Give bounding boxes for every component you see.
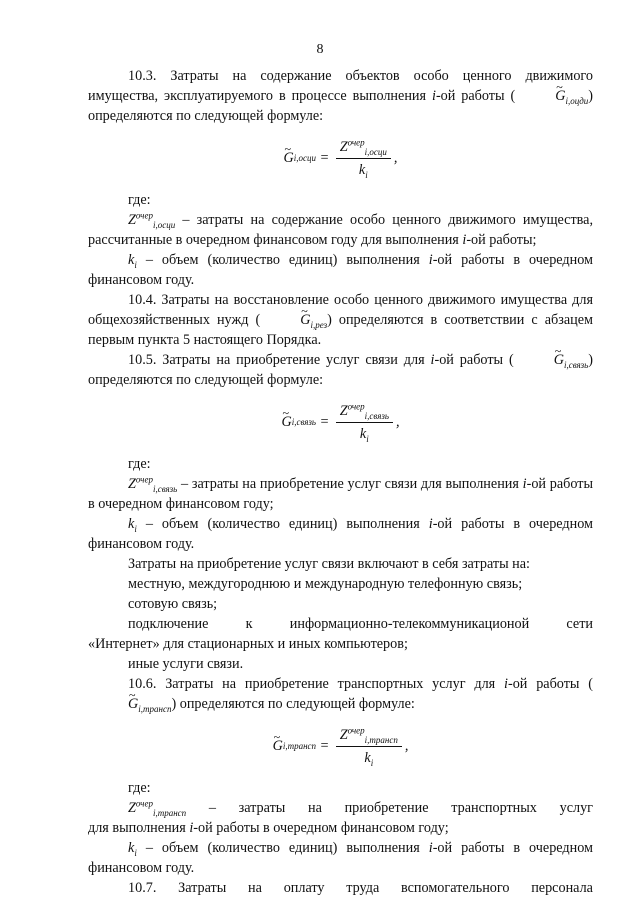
page-content — [88, 66, 593, 898]
paragraph-10-7: 10.7. Затраты на оплату труда вспомогательного персонала — [128, 880, 593, 896]
definition: $k_i$ – объем (количество единиц) выполнения i-ой работы в очередном финансовом году. — [88, 840, 594, 876]
where-label: где: — [128, 192, 151, 208]
paragraph-10-5: 10.5. Затраты на приобретение услуг связи для i-ой работы (~ $G_{i,связь}$) определяются по следующей формуле: — [88, 350, 593, 390]
list-item: иные услуги связи. — [128, 656, 244, 672]
definition: $Z^{очер}_{i,осци}$ – затраты на содержание особо ценного движимого имущества, рассчитанные в очередном финансовом году для выполнения i-ой работы; — [88, 210, 594, 248]
list-item: местную, междугороднюю и международную телефонную связь; — [128, 576, 523, 592]
paragraph-10-3: 10.3. Затраты на содержание объектов особо ценного движимого имущества, эксплуатируемого в процессе выполнения i-ой работы (~ $G_{i,оцди}$) определяются по следующей формуле: — [88, 66, 593, 126]
formula-10-3: ~ G i,осцu = $\frac{Z^{очер}_{i,осци}}{k_i}$ , — [88, 134, 593, 182]
where-label: где: — [128, 780, 151, 796]
definition: $k_i$ – объем (количество единиц) выполнения i-ой работы в очередном финансовом году. — [88, 516, 594, 552]
list-item: подключение к информационно-телекоммуникационой сети — [128, 616, 593, 632]
formula-10-6: ~ G i,трансп = $\frac{Z^{очер}_{i,трансп}}{k_i}$ , — [88, 722, 593, 770]
paragraph-10-4: 10.4. Затраты на восстановление особо ценного движимого имущества для общехозяйственных нужд (~ $G_{i,рез}$) определяются в соответствии с абзацем первым пункта 5 настоящего Порядка. — [88, 290, 593, 350]
page-number: 8 — [316, 42, 324, 57]
definition: $Z^{очер}_{i,трансп}$ – затраты на приобретение транспортных услуг — [128, 798, 593, 818]
list-intro: Затраты на приобретение услуг связи включают в себя затраты на: — [128, 556, 530, 572]
list-item-continued: «Интернет» для стационарных и иных компьютеров; — [88, 636, 408, 652]
list-item: сотовую связь; — [128, 596, 218, 612]
paragraph-10-6: 10.6. Затраты на приобретение транспортных услуг для i-ой работы (~ $G_{i,трансп}$) определяются по следующей формуле: — [88, 674, 593, 714]
formula-10-5: ~ G i,связь = $\frac{Z^{очер}_{i,связь}}{k_i}$ , — [88, 398, 593, 446]
definition: $k_i$ – объем (количество единиц) выполнения i-ой работы в очередном финансовом году. — [88, 252, 594, 288]
definition: $Z^{очер}_{i,связь}$ – затраты на приобретение услуг связи для выполнения i-ой работы в очередном финансовом году; — [88, 474, 593, 512]
where-label: где: — [128, 456, 151, 472]
definition-continued: для выполнения i-ой работы в очередном финансовом году; — [88, 820, 449, 836]
